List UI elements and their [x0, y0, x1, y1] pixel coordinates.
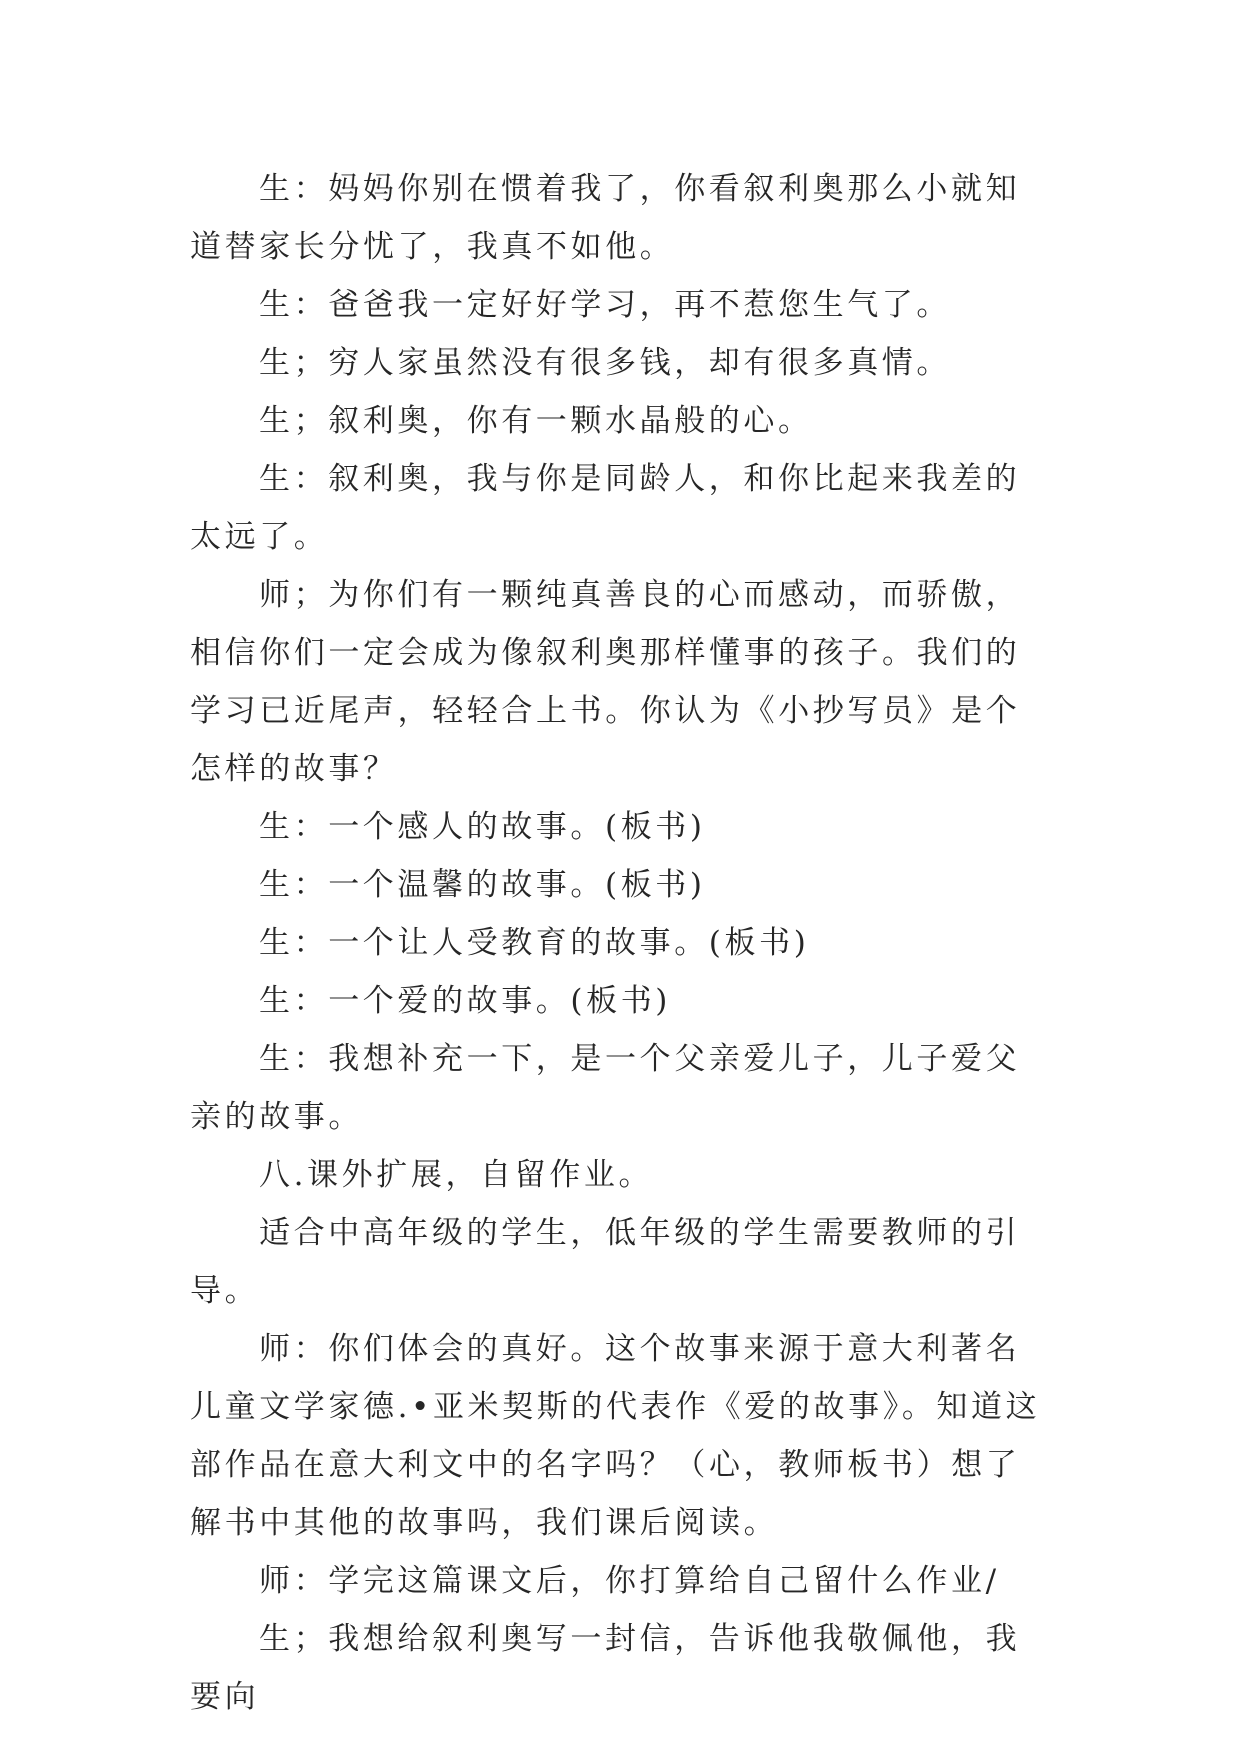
- paragraph: 生：妈妈你别在惯着我了，你看叙利奥那么小就知道替家长分忧了，我真不如他。: [190, 171, 1021, 265]
- document-body: [190, 160, 1050, 1726]
- paragraph: 生：叙利奥，我与你是同龄人，和你比起来我差的太远了。: [190, 461, 1021, 555]
- paragraph: 适合中高年级的学生，低年级的学生需要教师的引导。: [190, 1215, 1021, 1309]
- paragraph: 生：一个感人的故事。(板书): [259, 809, 706, 845]
- paragraph: 生：一个爱的故事。(板书): [259, 983, 671, 1019]
- paragraph: 生：一个温馨的故事。(板书): [259, 867, 706, 903]
- paragraph: 生；穷人家虽然没有很多钱，却有很多真情。: [259, 345, 951, 381]
- section-heading: 八.课外扩展，自留作业。: [259, 1157, 654, 1193]
- paragraph: 生：我想补充一下，是一个父亲爱儿子，儿子爱父亲的故事。: [190, 1041, 1021, 1135]
- paragraph: 师；为你们有一颗纯真善良的心而感动，而骄傲，相信你们一定会成为像叙利奥那样懂事的孩子。我们的学习已近尾声，轻轻合上书。你认为《小抄写员》是个怎样的故事？: [190, 577, 1021, 787]
- paragraph: 生；叙利奥，你有一颗水晶般的心。: [259, 403, 813, 439]
- paragraph: 生：一个让人受教育的故事。(板书): [259, 925, 810, 961]
- paragraph: 生：爸爸我一定好好学习，再不惹您生气了。: [259, 287, 951, 323]
- paragraph: 师：学完这篇课文后，你打算给自己留什么作业/: [259, 1563, 1000, 1599]
- paragraph: 生；我想给叙利奥写一封信，告诉他我敬佩他，我要向: [190, 1621, 1021, 1715]
- paragraph: 师：你们体会的真好。这个故事来源于意大利著名儿童文学家德.•亚米契斯的代表作《爱的故事》。知道这部作品在意大利文中的名字吗？（心，教师板书）想了解书中其他的故事吗，我们课后阅读。: [190, 1331, 1041, 1541]
